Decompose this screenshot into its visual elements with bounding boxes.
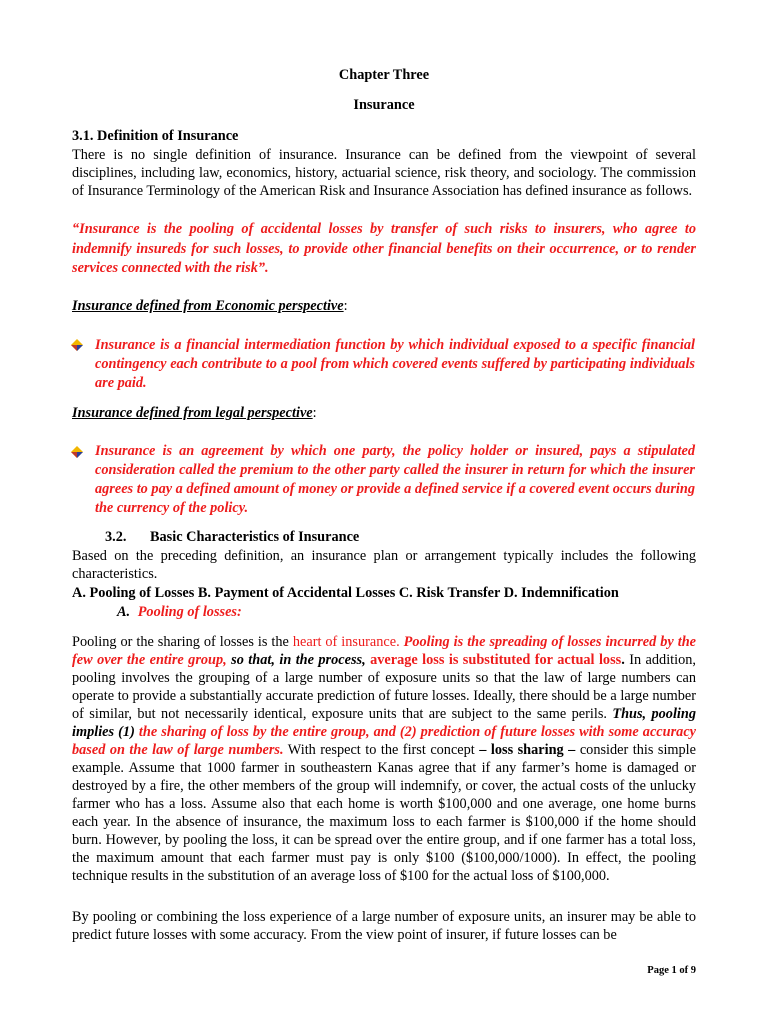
pooling-text-spreading: Pooling is the spreading of losses incurred by the few over the entire group, <box>72 634 696 668</box>
chapter-subtitle: Insurance <box>353 97 415 113</box>
pooling-text-loss-sharing: – loss sharing – <box>479 742 576 758</box>
pooling-text-process: so that, in the process, <box>226 652 366 668</box>
pooling-text-implies: Thus, pooling implies (1) <box>72 706 696 740</box>
legal-heading-text: Insurance defined from legal perspective <box>72 405 313 421</box>
economic-heading <box>72 297 348 315</box>
pooling-text-concept: With respect to the first concept <box>283 742 480 758</box>
pooling-text-heart: heart of insurance. <box>292 634 400 650</box>
characteristics-list: A. Pooling of Losses B. Payment of Accidental Losses C. Risk Transfer D. Indemnification <box>72 585 619 601</box>
chapter-title: Chapter Three <box>338 67 430 83</box>
page-label: Page <box>647 965 672 976</box>
subsection-a-heading <box>117 603 242 621</box>
insurance-definition-quote: “Insurance is the pooling of accidental losses by transfer of such risks to insurers, who agree to indemnify insureds for such losses, to provide other financial benefits on their occurrence, or to render services connected with the risk”. <box>72 221 696 276</box>
economic-heading-text: Insurance defined from Economic perspective <box>72 298 344 314</box>
economic-heading-colon: : <box>343 298 348 314</box>
subsection-a-letter: A. <box>117 604 131 620</box>
section-3-1-body: There is no single definition of insurance. Insurance can be defined from the viewpoint of several disciplines, including law, economics, history, actuarial science, risk theory, and sociology. The commission of Insurance Terminology of the American Risk and Insurance Association has defined insurance as follows. <box>72 147 696 199</box>
legal-bullet-text: Insurance is an agreement by which one party, the policy holder or insured, pays a stipulated consideration called the premium to the other party called the insurer in return for which the insurer agrees to pay a defined amount of money or provide a defined service if a covered event occurs during the currency of the policy. <box>95 443 695 516</box>
page-footer <box>600 962 696 980</box>
section-3-2-number: 3.2. <box>105 529 127 545</box>
pooling-text-intro: Pooling or the sharing of losses is the <box>72 634 293 650</box>
diamond-bullet-icon <box>71 446 83 458</box>
legal-heading <box>72 404 317 422</box>
subsection-a-title: Pooling of losses: <box>137 604 242 620</box>
page-total: 9 <box>690 965 696 976</box>
pooling-text-example: consider this simple example. Assume that 1000 farmer in southeastern Kanas agree that if any farmer’s home is damaged or destroyed by a fire, the other members of the group will indemnify, or cover, the actual costs of the unlucky farmer who has a loss. Assume also that each home is worth $100,000 and one average, one home burns each year. In the absence of insurance, the maximum loss to each farmer is $100,000 if the home should burn. However, by pooling the loss, it can be spread over the entire group, and if one farmer has a total loss, the maximum amount that each farmer must pay is only $100 ($100,000/1000). In effect, the pooling technique results in the substitution of an average loss of $100 for the actual loss of $100,000. <box>72 742 696 884</box>
page-number: 1 <box>671 965 677 976</box>
pooling-text-period: . <box>621 652 625 668</box>
economic-bullet-text: Insurance is a financial intermediation function by which individual exposed to a specific financial contingency each contribute to a pool from which covered events suffered by participating individuals are paid. <box>95 337 695 391</box>
section-3-2-title: Basic Characteristics of Insurance <box>150 529 360 545</box>
pooling-paragraph-2: By pooling or combining the loss experience of a large number of exposure units, an insurer may be able to predict future losses with some accuracy. From the view point of insurer, if future losses can be <box>72 909 696 943</box>
legal-heading-colon: : <box>312 405 317 421</box>
pooling-text-sharing: the sharing of loss by the entire group, and (2) prediction of future losses with some accuracy based on the law of large numbers. <box>72 724 697 758</box>
diamond-bullet-icon <box>71 339 83 351</box>
pooling-paragraph <box>72 633 696 885</box>
pooling-text-body: In addition, pooling involves the grouping of a large number of exposure units so that the law of large numbers can operate to provide a substantially accurate prediction of future losses. Ideally, there should be a large number of similar, but not necessarily identical, exposure units that are subject to the same perils. <box>72 652 696 722</box>
section-3-2-intro: Based on the preceding definition, an insurance plan or arrangement typically includes the following characteristics. <box>72 548 696 582</box>
section-3-1-heading: 3.1. Definition of Insurance <box>72 128 239 144</box>
page-of: of <box>676 965 691 976</box>
pooling-text-average: average loss is substituted for actual loss <box>365 652 622 668</box>
